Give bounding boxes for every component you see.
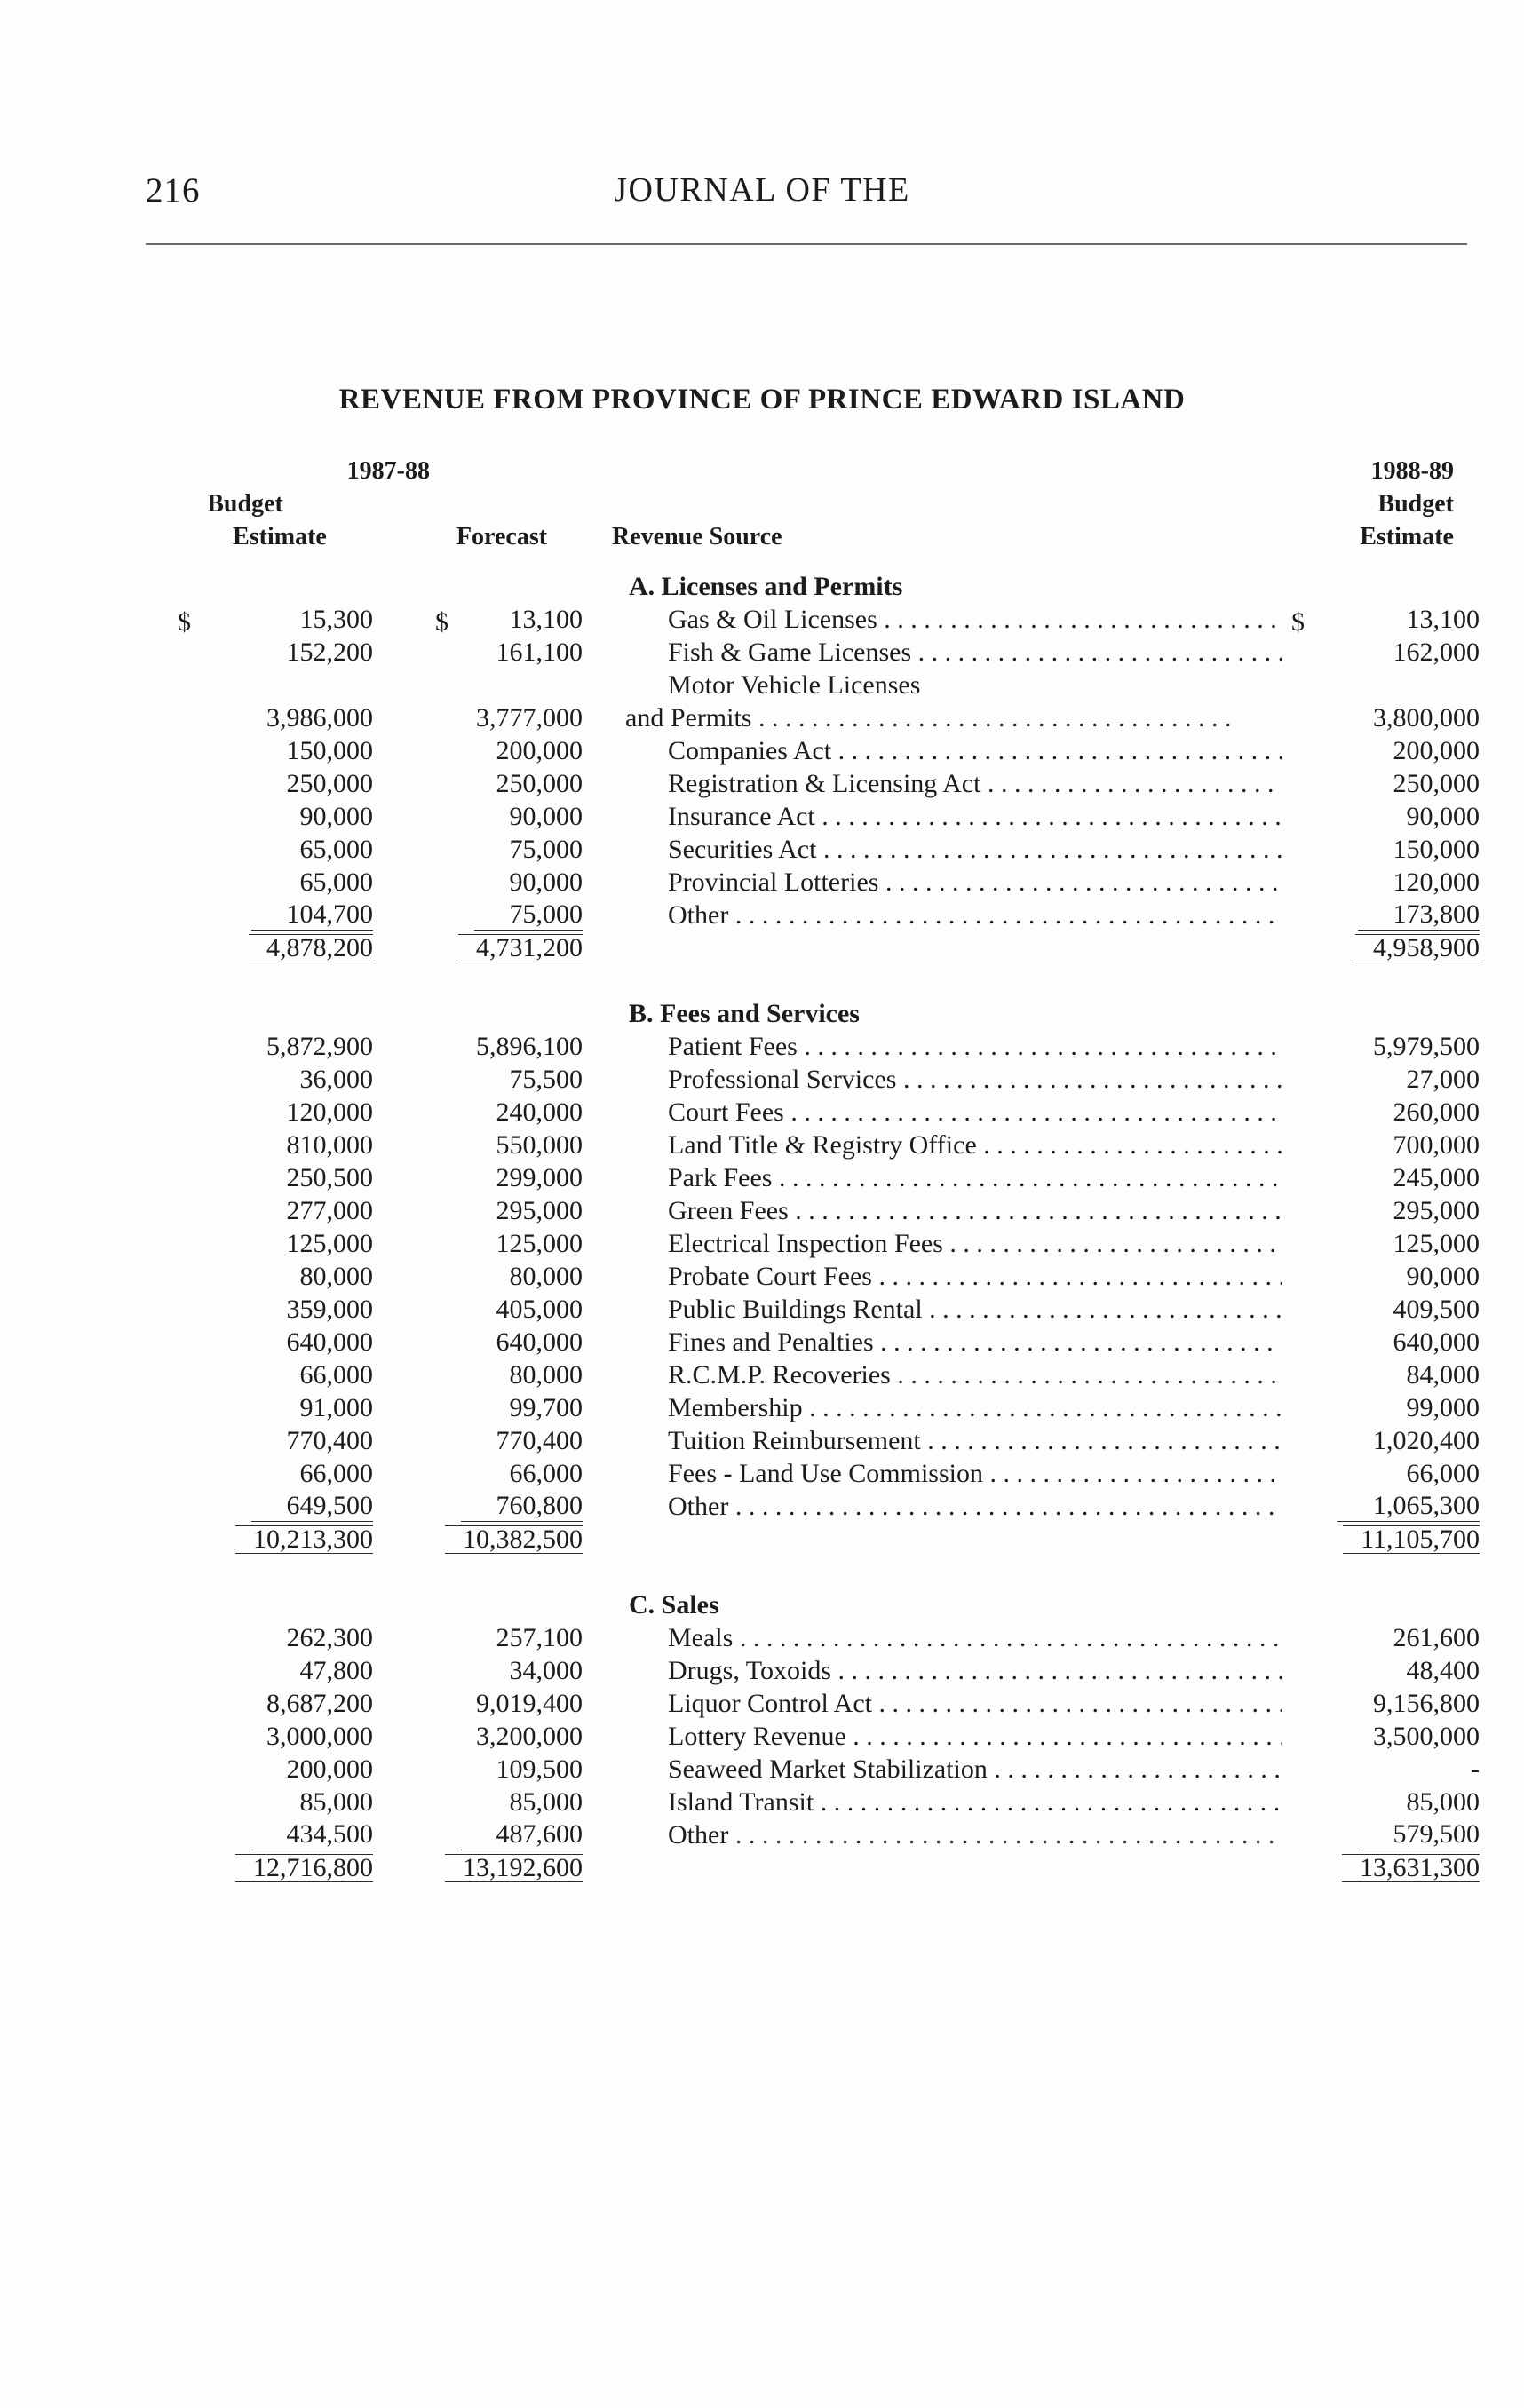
forecast-1987-88-value: 3,200,000	[476, 1721, 583, 1751]
budget-1988-89-value: 295,000	[1393, 1195, 1480, 1225]
table-row	[0, 1621, 1524, 1654]
page-number: 216	[146, 171, 201, 210]
budget-1987-88-value: 640,000	[286, 1327, 373, 1357]
budget-1988-89-value: 120,000	[1393, 867, 1480, 897]
table-row	[0, 1654, 1524, 1687]
forecast-1987-88-value: 99,700	[509, 1392, 583, 1422]
budget-1987-88-value: 66,000	[299, 1359, 373, 1390]
forecast-1987-88-value: 760,800	[461, 1491, 583, 1522]
revenue-source-label: Drugs, Toxoids . . .	[612, 1656, 1282, 1686]
budget-1988-89-value: 700,000	[1393, 1129, 1480, 1160]
table-row	[0, 1391, 1524, 1424]
table-row	[0, 1293, 1524, 1326]
total-forecast-1987-88: 13,192,600	[445, 1854, 583, 1882]
table-row	[0, 1030, 1524, 1063]
table-row	[0, 866, 1524, 899]
budget-1988-89-value: 200,000	[1393, 735, 1480, 765]
budget-1987-88-value: 104,700	[251, 899, 374, 931]
budget-1988-89-value: 162,000	[1393, 637, 1480, 667]
total-forecast-1987-88: 4,731,200	[458, 934, 583, 962]
budget-1987-88-value: 250,000	[286, 768, 373, 798]
budget-1987-88-value: 810,000	[286, 1129, 373, 1160]
currency-symbol-1988-budget: $	[1291, 607, 1305, 637]
forecast-1987-88-value: 770,400	[496, 1425, 583, 1455]
revenue-source-label: Seaweed Market Stabilization . . .	[612, 1755, 1282, 1785]
forecast-1987-88-value: 13,100	[509, 604, 583, 634]
revenue-table-body	[0, 570, 1524, 1884]
forecast-1987-88-value: 90,000	[509, 801, 583, 831]
budget-1988-89-value: 250,000	[1393, 768, 1480, 798]
section-heading-row	[0, 570, 1524, 603]
header-estimate-left: Estimate	[233, 523, 327, 551]
table-row	[0, 1227, 1524, 1260]
table-row	[0, 1260, 1524, 1293]
section-total-row	[0, 1851, 1524, 1884]
table-row	[0, 636, 1524, 669]
forecast-1987-88-value: 257,100	[496, 1622, 583, 1652]
header-year-1987-88: 1987-88	[346, 457, 430, 485]
forecast-1987-88-value: 161,100	[496, 637, 583, 667]
budget-1988-89-value: 27,000	[1406, 1064, 1480, 1094]
currency-symbol-1987-forecast: $	[435, 607, 448, 637]
revenue-source-label: Probate Court Fees . . .	[612, 1262, 1282, 1292]
forecast-1987-88-value: 34,000	[509, 1655, 583, 1685]
budget-1987-88-value: 359,000	[286, 1294, 373, 1324]
revenue-source-label: Other . . .	[612, 900, 1282, 931]
revenue-source-label: Fees - Land Use Commission . . .	[612, 1459, 1282, 1489]
forecast-1987-88-value: 295,000	[496, 1195, 583, 1225]
budget-1987-88-value: 152,200	[286, 637, 373, 667]
header-estimate-right: Estimate	[1360, 523, 1454, 551]
budget-1988-89-value: 1,020,400	[1373, 1425, 1480, 1455]
budget-1988-89-value: 48,400	[1406, 1655, 1480, 1685]
budget-1988-89-value: 90,000	[1406, 801, 1480, 831]
table-row	[0, 701, 1524, 734]
budget-1988-89-value: 150,000	[1393, 834, 1480, 864]
revenue-source-label: Fish & Game Licenses . . .	[612, 638, 1282, 668]
table-row	[0, 1687, 1524, 1720]
budget-1987-88-value: 125,000	[286, 1228, 373, 1258]
budget-1987-88-value: 65,000	[299, 867, 373, 897]
table-title: REVENUE FROM PROVINCE OF PRINCE EDWARD ISLAND	[338, 384, 1186, 416]
budget-1988-89-value: 5,979,500	[1373, 1031, 1480, 1061]
budget-1988-89-value: 3,500,000	[1373, 1721, 1480, 1751]
budget-1987-88-value: 85,000	[299, 1786, 373, 1817]
table-row	[0, 800, 1524, 833]
forecast-1987-88-value: 75,000	[474, 899, 583, 931]
forecast-1987-88-value: 9,019,400	[476, 1688, 583, 1718]
budget-1987-88-value: 3,986,000	[266, 702, 373, 733]
revenue-source-label: Gas & Oil Licenses . . .	[612, 605, 1282, 635]
section-total-row	[0, 1523, 1524, 1556]
forecast-1987-88-value: 75,000	[509, 834, 583, 864]
budget-1988-89-value: 579,500	[1358, 1819, 1480, 1850]
header-forecast: Forecast	[456, 523, 548, 551]
table-row	[0, 669, 1524, 701]
budget-1988-89-value: 409,500	[1393, 1294, 1480, 1324]
section-spacer	[0, 1556, 1524, 1588]
currency-symbol-1987-budget: $	[178, 607, 191, 637]
section-spacer	[0, 964, 1524, 997]
budget-1988-89-value: 9,156,800	[1373, 1688, 1480, 1718]
table-row	[0, 1096, 1524, 1129]
table-row	[0, 1161, 1524, 1194]
forecast-1987-88-value: 85,000	[509, 1786, 583, 1817]
budget-1988-89-value: 99,000	[1406, 1392, 1480, 1422]
revenue-source-label: Membership . . .	[612, 1393, 1282, 1423]
budget-1987-88-value: 15,300	[299, 604, 373, 634]
budget-1987-88-value: 250,500	[286, 1162, 373, 1192]
budget-1988-89-value: 125,000	[1393, 1228, 1480, 1258]
budget-1987-88-value: 434,500	[251, 1819, 374, 1850]
table-row	[0, 1753, 1524, 1786]
table-row	[0, 1424, 1524, 1457]
budget-1987-88-value: 120,000	[286, 1097, 373, 1127]
budget-1988-89-value: 245,000	[1393, 1162, 1480, 1192]
total-budget-1988-89: 4,958,900	[1355, 934, 1480, 962]
budget-1988-89-value: 3,800,000	[1373, 702, 1480, 733]
forecast-1987-88-value: 487,600	[461, 1819, 583, 1850]
revenue-source-label: Green Fees . . .	[612, 1196, 1282, 1226]
revenue-source-label: Patient Fees . . .	[612, 1032, 1282, 1062]
revenue-source-label: Public Buildings Rental . . .	[612, 1295, 1282, 1325]
forecast-1987-88-value: 3,777,000	[476, 702, 583, 733]
budget-1987-88-value: 770,400	[286, 1425, 373, 1455]
revenue-source-label: Electrical Inspection Fees . . .	[612, 1229, 1282, 1259]
revenue-source-label: Meals . . .	[612, 1623, 1282, 1653]
budget-1987-88-value: 47,800	[299, 1655, 373, 1685]
section-heading: B. Fees and Services	[629, 998, 860, 1028]
forecast-1987-88-value: 80,000	[509, 1261, 583, 1291]
revenue-source-label: R.C.M.P. Recoveries . . .	[612, 1360, 1282, 1390]
forecast-1987-88-value: 80,000	[509, 1359, 583, 1390]
header-year-1988-89: 1988-89	[1370, 457, 1454, 485]
forecast-1987-88-value: 109,500	[496, 1754, 583, 1784]
table-row	[0, 767, 1524, 800]
table-row	[0, 1358, 1524, 1391]
table-row	[0, 899, 1524, 931]
budget-1988-89-value: 90,000	[1406, 1261, 1480, 1291]
revenue-source-label: Motor Vehicle Licenses	[668, 669, 921, 700]
budget-1988-89-value: 1,065,300	[1337, 1491, 1480, 1522]
table-row	[0, 1063, 1524, 1096]
forecast-1987-88-value: 640,000	[496, 1327, 583, 1357]
forecast-1987-88-value: 200,000	[496, 735, 583, 765]
revenue-source-label: Other . . .	[612, 1820, 1282, 1850]
table-row	[0, 1720, 1524, 1753]
forecast-1987-88-value: 125,000	[496, 1228, 583, 1258]
budget-1987-88-value: 66,000	[299, 1458, 373, 1488]
revenue-source-label: Court Fees . . .	[612, 1097, 1282, 1128]
budget-1988-89-value: 261,600	[1393, 1622, 1480, 1652]
revenue-source-label: Park Fees . . .	[612, 1163, 1282, 1193]
revenue-source-label: Land Title & Registry Office . . .	[612, 1130, 1282, 1160]
revenue-source-label: Professional Services . . .	[612, 1065, 1282, 1095]
revenue-source-label: Tuition Reimbursement . . .	[612, 1426, 1282, 1456]
budget-1987-88-value: 65,000	[299, 834, 373, 864]
header-rule	[146, 243, 1467, 245]
forecast-1987-88-value: 90,000	[509, 867, 583, 897]
table-row	[0, 1194, 1524, 1227]
table-row	[0, 1818, 1524, 1851]
budget-1988-89-value: 640,000	[1393, 1327, 1480, 1357]
total-budget-1987-88: 4,878,200	[249, 934, 373, 962]
table-row	[0, 833, 1524, 866]
table-row	[0, 1326, 1524, 1358]
total-forecast-1987-88: 10,382,500	[445, 1525, 583, 1554]
total-budget-1988-89: 11,105,700	[1343, 1525, 1480, 1554]
budget-1988-89-value: 173,800	[1358, 899, 1480, 931]
revenue-source-label: Companies Act . . .	[612, 736, 1282, 766]
section-heading: C. Sales	[629, 1589, 719, 1620]
header-revenue-source: Revenue Source	[612, 523, 782, 551]
budget-1988-89-value: 84,000	[1406, 1359, 1480, 1390]
section-heading: A. Licenses and Permits	[629, 571, 903, 601]
table-row	[0, 1457, 1524, 1490]
revenue-source-label: Registration & Licensing Act . . .	[612, 769, 1282, 799]
revenue-source-label: Insurance Act . . .	[612, 802, 1282, 832]
budget-1987-88-value: 200,000	[286, 1754, 373, 1784]
header-budget-left: Budget	[207, 490, 283, 518]
header-budget-right: Budget	[1377, 490, 1454, 518]
revenue-source-label: Liquor Control Act . . .	[612, 1689, 1282, 1719]
revenue-source-label: Island Transit . . .	[612, 1787, 1282, 1818]
budget-1987-88-value: 90,000	[299, 801, 373, 831]
budget-1988-89-value: 66,000	[1406, 1458, 1480, 1488]
forecast-1987-88-value: 75,500	[509, 1064, 583, 1094]
budget-1987-88-value: 3,000,000	[266, 1721, 373, 1751]
budget-1988-89-value: 85,000	[1406, 1786, 1480, 1817]
budget-1987-88-value: 277,000	[286, 1195, 373, 1225]
total-budget-1987-88: 10,213,300	[235, 1525, 373, 1554]
budget-1987-88-value: 8,687,200	[266, 1688, 373, 1718]
revenue-source-label: Provincial Lotteries . . .	[612, 867, 1282, 898]
table-row	[0, 603, 1524, 636]
total-budget-1987-88: 12,716,800	[235, 1854, 373, 1882]
forecast-1987-88-value: 299,000	[496, 1162, 583, 1192]
revenue-table	[0, 570, 1524, 1884]
section-heading-row	[0, 1588, 1524, 1621]
table-row	[0, 734, 1524, 767]
budget-1987-88-value: 649,500	[251, 1491, 374, 1522]
budget-1988-89-value: -	[1471, 1754, 1480, 1784]
budget-1987-88-value: 36,000	[299, 1064, 373, 1094]
revenue-source-label: Other . . .	[612, 1492, 1282, 1522]
budget-1987-88-value: 150,000	[286, 735, 373, 765]
forecast-1987-88-value: 240,000	[496, 1097, 583, 1127]
revenue-source-label: Fines and Penalties . . .	[612, 1327, 1282, 1358]
forecast-1987-88-value: 66,000	[509, 1458, 583, 1488]
journal-title: JOURNAL OF THE	[614, 171, 910, 209]
budget-1987-88-value: 262,300	[286, 1622, 373, 1652]
forecast-1987-88-value: 550,000	[496, 1129, 583, 1160]
budget-1988-89-value: 13,100	[1406, 604, 1480, 634]
table-row	[0, 1129, 1524, 1161]
table-row	[0, 1490, 1524, 1523]
budget-1988-89-value: 260,000	[1393, 1097, 1480, 1127]
section-heading-row	[0, 997, 1524, 1030]
revenue-source-label: Securities Act . . .	[612, 835, 1282, 865]
budget-1987-88-value: 5,872,900	[266, 1031, 373, 1061]
section-total-row	[0, 931, 1524, 964]
running-head	[0, 170, 1524, 224]
forecast-1987-88-value: 5,896,100	[476, 1031, 583, 1061]
total-budget-1988-89: 13,631,300	[1342, 1854, 1480, 1882]
revenue-source-label: Lottery Revenue . . .	[612, 1722, 1282, 1752]
forecast-1987-88-value: 405,000	[496, 1294, 583, 1324]
revenue-source-label: and Permits . . .	[612, 703, 1239, 733]
budget-1987-88-value: 80,000	[299, 1261, 373, 1291]
forecast-1987-88-value: 250,000	[496, 768, 583, 798]
budget-1987-88-value: 91,000	[299, 1392, 373, 1422]
table-row	[0, 1786, 1524, 1818]
